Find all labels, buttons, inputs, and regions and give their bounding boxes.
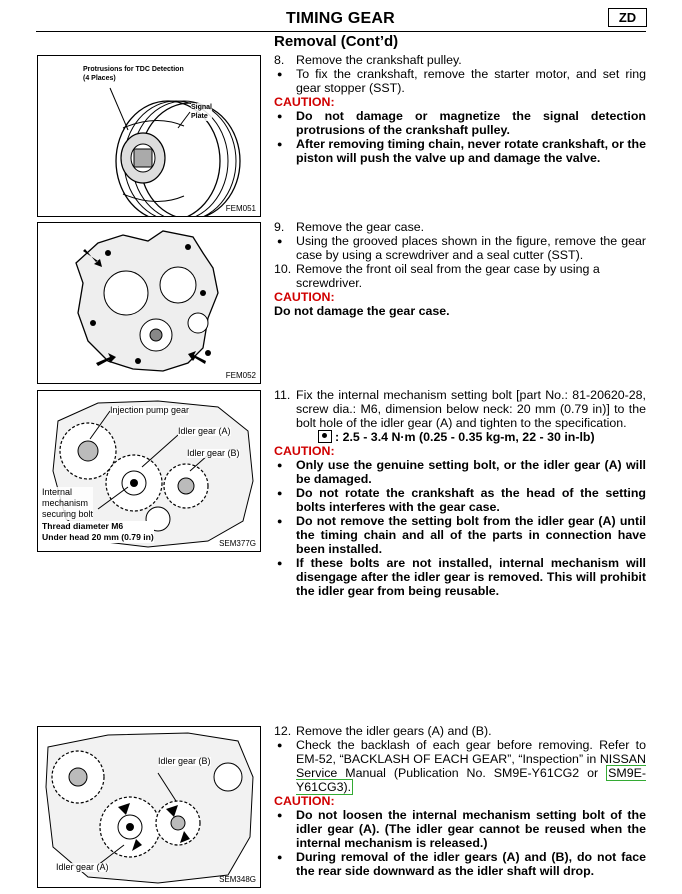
bullet-grooved-places: ● Using the grooved places shown in the figure, remove the gear case by using a screwdriver and a seal cutter (SST). xyxy=(274,234,646,262)
step-11 xyxy=(274,388,646,430)
header-rule xyxy=(36,31,646,32)
step-text: Remove the gear case. xyxy=(296,220,425,234)
step-8 xyxy=(274,53,646,67)
step-number: 9. xyxy=(274,220,285,234)
step-9 xyxy=(274,220,646,234)
step-text: Remove the crankshaft pulley. xyxy=(296,53,462,67)
caution-item: ● After removing timing chain, never rotate crankshaft, or the piston will push the valve up and damage the valve. xyxy=(274,137,646,165)
label-thread-spec: Thread diameter M6 Under head 20 mm (0.79 in) xyxy=(42,521,154,542)
figure-idler-gears xyxy=(37,726,261,888)
section-badge: ZD xyxy=(608,8,647,27)
figure-crankshaft-pulley xyxy=(37,55,261,217)
step-number: 12. xyxy=(274,724,292,738)
step-text: Fix the internal mechanism setting bolt [part No.: 81-20620-28, screw dia.: M6, dimension below neck: 20 mm (0.79 in)] to the bolt hole of the idler gear (A) and tighten to the specification. xyxy=(296,388,646,430)
figure-setting-bolt xyxy=(37,390,261,552)
caution-heading: CAUTION: xyxy=(274,95,335,109)
text-block-step9 xyxy=(274,220,646,318)
gear-case-illustration xyxy=(38,223,260,383)
figure-gear-case xyxy=(37,222,261,384)
label-idler-gear-a: Idler gear (A) xyxy=(56,862,109,872)
step-12 xyxy=(274,724,646,738)
step-number: 8. xyxy=(274,53,285,67)
torque-value: : 2.5 - 3.4 N·m (0.25 - 0.35 kg-m, 22 - 30 in-lb) xyxy=(335,430,595,444)
caution-text: Do not damage the gear case. xyxy=(274,304,450,318)
step-text: Remove the front oil seal from the gear case by using a screwdriver. xyxy=(296,262,600,290)
caution-heading: CAUTION: xyxy=(274,290,335,304)
label-idler-gear-b: Idler gear (B) xyxy=(187,448,240,458)
label-injection-pump-gear: Injection pump gear xyxy=(110,405,190,415)
torque-wrench-icon xyxy=(318,430,332,443)
section-title: Removal (Cont’d) xyxy=(274,33,399,50)
publication-reference-link[interactable]: SM9E-Y61CG3). xyxy=(296,766,646,794)
caution-item: ● Do not damage or magnetize the signal detection protrusions of the crankshaft pulley. xyxy=(274,109,646,137)
caution-item: ● Only use the genuine setting bolt, or the idler gear (A) will be damaged. xyxy=(274,458,646,486)
bullet-backlash-check xyxy=(274,738,646,794)
caution-heading: CAUTION: xyxy=(274,794,335,808)
caution-item: ● Do not loosen the internal mechanism setting bolt of the idler gear (A). (The idler gear cannot be reused when the internal mechanism is released.) xyxy=(274,808,646,850)
text-block-step8 xyxy=(274,53,646,165)
caution-item: ● Do not rotate the crankshaft as the head of the setting bolts interferes with the gear case. xyxy=(274,486,646,514)
bullet-text: Check the backlash of each gear before removing. Refer to EM-52, “BACKLASH OF EACH GEAR”, “Inspection” in NISSAN Service Manual (Publication No. SM9E-Y61CG2 or xyxy=(296,738,646,780)
step-10 xyxy=(274,262,646,290)
label-idler-gear-a: Idler gear (A) xyxy=(178,426,231,436)
page-title: TIMING GEAR xyxy=(286,10,395,27)
caution-item: ● Do not remove the setting bolt from the idler gear (A) until the timing chain and all of the parts in connection have been installed. xyxy=(274,514,646,556)
label-idler-gear-b: Idler gear (B) xyxy=(158,756,211,766)
torque-spec xyxy=(274,430,646,444)
label-signal-plate: Signal Plate xyxy=(191,104,213,120)
bullet-ring-gear-stopper: ● To fix the crankshaft, remove the starter motor, and set ring gear stopper (SST). xyxy=(274,67,646,95)
caution-item: ● During removal of the idler gears (A) and (B), do not face the rear side downward as the idler shaft will drop. xyxy=(274,850,646,878)
label-tdc-protrusions: Protrusions for TDC Detection (4 Places) xyxy=(83,66,184,82)
caution-item: ● If these bolts are not installed, internal mechanism will disengage after the idler gear is removed. This will prohibit the idler gear from being reusable. xyxy=(274,556,646,598)
step-text: Remove the idler gears (A) and (B). xyxy=(296,724,492,738)
text-block-step11 xyxy=(274,388,646,598)
text-block-step12 xyxy=(274,724,646,878)
figure-code: FEM051 xyxy=(225,204,256,213)
step-number: 11. xyxy=(274,388,291,402)
figure-code: SEM377G xyxy=(219,539,256,548)
figure-code: FEM052 xyxy=(225,371,256,380)
step-number: 10. xyxy=(274,262,292,276)
figure-code: SEM348G xyxy=(219,875,256,884)
label-internal-mechanism-bolt: Internal mechanism securing bolt xyxy=(42,487,94,519)
caution-heading: CAUTION: xyxy=(274,444,335,458)
